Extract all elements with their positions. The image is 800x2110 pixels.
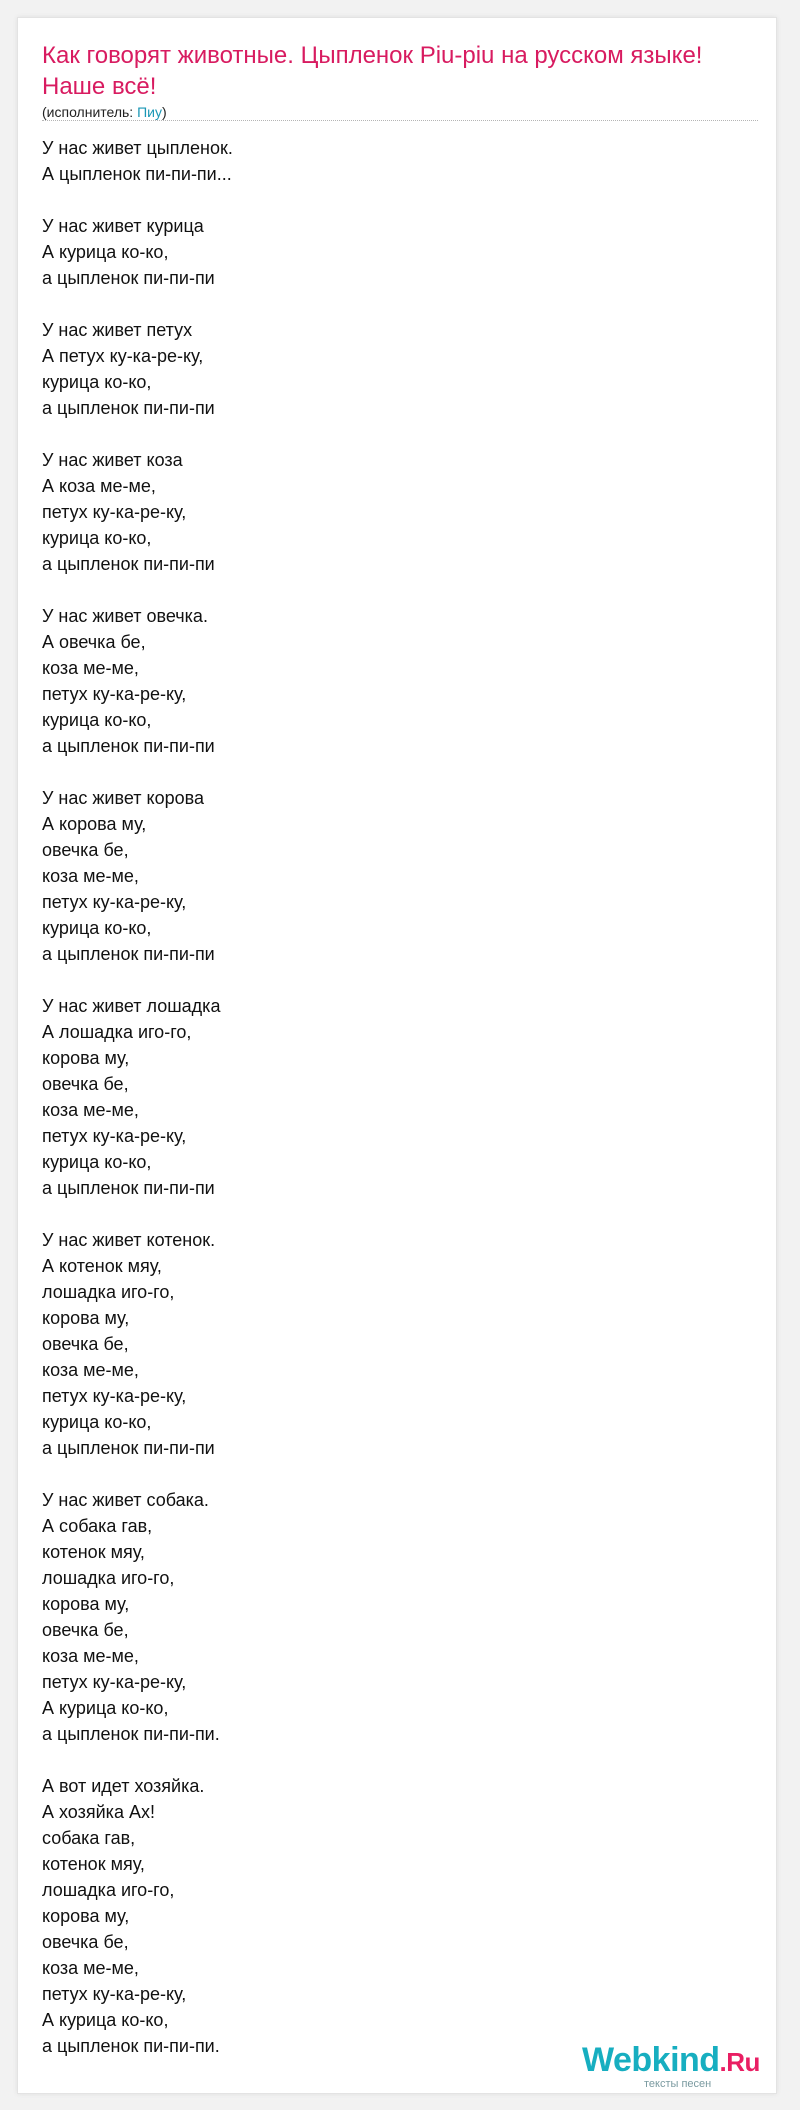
lyrics-line: А хозяйка Ах!: [42, 1802, 155, 1822]
lyrics-line: корова му,: [42, 1048, 130, 1068]
lyrics-line: У нас живет петух: [42, 320, 193, 340]
lyrics-line: петух ку-ка-ре-ку,: [42, 1386, 187, 1406]
lyrics-line: курица ко-ко,: [42, 710, 152, 730]
lyrics-line: У нас живет курица: [42, 216, 204, 236]
lyrics-line: овечка бе,: [42, 1932, 129, 1952]
lyrics-line: а цыпленок пи-пи-пи: [42, 1178, 215, 1198]
lyrics-line: корова му,: [42, 1594, 130, 1614]
lyrics-line: курица ко-ко,: [42, 1152, 152, 1172]
lyrics-line: А курица ко-ко,: [42, 242, 169, 262]
lyrics-line: овечка бе,: [42, 1074, 129, 1094]
lyrics-line: коза ме-ме,: [42, 1100, 139, 1120]
lyrics-stanza: [42, 135, 758, 187]
lyrics-line: У нас живет собака.: [42, 1490, 209, 1510]
lyrics-line: петух ку-ка-ре-ку,: [42, 684, 187, 704]
lyrics-line: а цыпленок пи-пи-пи: [42, 554, 215, 574]
lyrics-line: У нас живет цыпленок.: [42, 138, 233, 158]
lyrics-stanza: [42, 1487, 758, 1747]
lyrics-line: А петух ку-ка-ре-ку,: [42, 346, 204, 366]
lyrics-line: а цыпленок пи-пи-пи: [42, 944, 215, 964]
lyrics-line: А коза ме-ме,: [42, 476, 156, 496]
lyrics-line: коза ме-ме,: [42, 658, 139, 678]
lyrics-line: А лошадка иго-го,: [42, 1022, 192, 1042]
lyrics-line: У нас живет корова: [42, 788, 204, 808]
performer-link[interactable]: Пиу: [137, 104, 162, 120]
lyrics-line: курица ко-ко,: [42, 372, 152, 392]
performer-prefix: (исполнитель:: [42, 104, 138, 120]
logo-wordmark: [582, 2040, 760, 2082]
logo-name: Webkind: [582, 2041, 720, 2079]
lyrics-line: У нас живет овечка.: [42, 606, 208, 626]
lyrics-line: У нас живет коза: [42, 450, 183, 470]
lyrics-line: курица ко-ко,: [42, 918, 152, 938]
performer-suffix: ): [161, 104, 167, 120]
lyrics-line: петух ку-ка-ре-ку,: [42, 1672, 187, 1692]
lyrics-line: лошадка иго-го,: [42, 1568, 175, 1588]
lyrics-line: а цыпленок пи-пи-пи: [42, 1438, 215, 1458]
lyrics-stanza: [42, 1773, 758, 2059]
lyrics-line: А собака гав,: [42, 1516, 153, 1536]
lyrics-line: коза ме-ме,: [42, 1360, 139, 1380]
lyrics-stanza: [42, 1227, 758, 1461]
lyrics-stanza: [42, 317, 758, 421]
webkind-logo[interactable]: [582, 2040, 772, 2100]
lyrics-line: петух ку-ка-ре-ку,: [42, 502, 187, 522]
lyrics-line: А вот идет хозяйка.: [42, 1776, 205, 1796]
logo-tagline: тексты песен: [644, 2078, 712, 2090]
lyrics-line: А курица ко-ко,: [42, 1698, 169, 1718]
lyrics-line: корова му,: [42, 1906, 130, 1926]
lyrics-line: а цыпленок пи-пи-пи.: [42, 1724, 220, 1744]
lyrics-line: лошадка иго-го,: [42, 1282, 175, 1302]
lyrics-stanza: [42, 993, 758, 1201]
lyrics-stanza: [42, 603, 758, 759]
lyrics-line: овечка бе,: [42, 1334, 129, 1354]
lyrics-line: собака гав,: [42, 1828, 136, 1848]
lyrics-line: курица ко-ко,: [42, 1412, 152, 1432]
lyrics-line: А котенок мяу,: [42, 1256, 162, 1276]
lyrics-line: петух ку-ка-ре-ку,: [42, 892, 187, 912]
logo-tld: .Ru: [719, 2047, 760, 2077]
lyrics-line: А цыпленок пи-пи-пи...: [42, 164, 232, 184]
lyrics-line: а цыпленок пи-пи-пи: [42, 398, 215, 418]
lyrics-line: коза ме-ме,: [42, 1646, 139, 1666]
page-title: Как говорят животные. Цыпленок Piu-piu на русском языке! Наше всё!: [42, 42, 703, 100]
performer-line: [42, 103, 167, 121]
lyrics-line: петух ку-ка-ре-ку,: [42, 1126, 187, 1146]
lyrics-line: а цыпленок пи-пи-пи: [42, 268, 215, 288]
lyrics-line: а цыпленок пи-пи-пи.: [42, 2036, 220, 2056]
lyrics-line: А курица ко-ко,: [42, 2010, 169, 2030]
lyrics-line: а цыпленок пи-пи-пи: [42, 736, 215, 756]
lyrics-line: А корова му,: [42, 814, 147, 834]
lyrics-line: У нас живет котенок.: [42, 1230, 216, 1250]
title-divider: [42, 120, 758, 121]
lyrics-line: овечка бе,: [42, 1620, 129, 1640]
lyrics-stanza: [42, 447, 758, 577]
lyrics-stanza: [42, 213, 758, 291]
lyrics-line: котенок мяу,: [42, 1854, 145, 1874]
lyrics-line: лошадка иго-го,: [42, 1880, 175, 1900]
lyrics-line: У нас живет лошадка: [42, 996, 221, 1016]
lyrics-line: коза ме-ме,: [42, 1958, 139, 1978]
lyrics-line: корова му,: [42, 1308, 130, 1328]
lyrics-text: [42, 135, 758, 2085]
lyrics-line: А овечка бе,: [42, 632, 146, 652]
lyrics-line: коза ме-ме,: [42, 866, 139, 886]
lyrics-line: овечка бе,: [42, 840, 129, 860]
lyrics-line: котенок мяу,: [42, 1542, 145, 1562]
lyrics-line: курица ко-ко,: [42, 528, 152, 548]
lyrics-line: петух ку-ка-ре-ку,: [42, 1984, 187, 2004]
lyrics-stanza: [42, 785, 758, 967]
